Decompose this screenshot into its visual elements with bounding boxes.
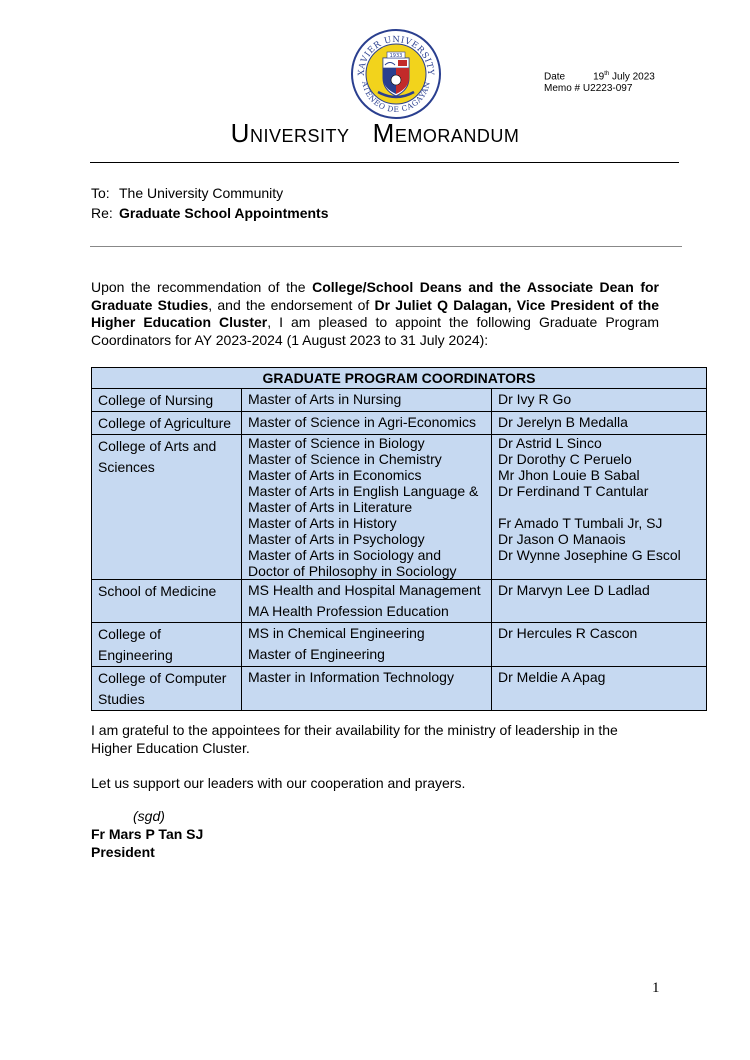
intro-bold-2: Dr Juliet Q Dalagan, Vice President of the Higher Education Cluster (91, 296, 660, 330)
date-day-suffix: th (604, 71, 610, 77)
program-name: Doctor of Philosophy in Sociology (248, 563, 457, 579)
college-cell: College of Computer Studies (92, 667, 242, 711)
program-name: Master of Arts in English Language & (248, 483, 479, 499)
coordinator-name: Dr Dorothy C Peruelo (498, 451, 632, 467)
coordinator-name: Fr Amado T Tumbali Jr, SJ (498, 515, 663, 531)
table-row (92, 435, 707, 580)
program-cell (242, 580, 492, 623)
to-line (91, 185, 283, 201)
program-name: Master in Information Technology (248, 669, 454, 685)
college-cell: College of Nursing (92, 389, 242, 412)
date-month-year: July 2023 (609, 71, 655, 83)
seal-text-bottom: ATENEO DE CAGAYAN (360, 80, 432, 115)
college-cell: College of Agriculture (92, 412, 242, 435)
memo-number-row (544, 83, 655, 95)
page-number: 1 (652, 980, 660, 996)
to-value: The University Community (119, 185, 284, 201)
address-divider (90, 246, 682, 247)
gratitude-paragraph: I am grateful to the appointees for their availability for the ministry of leadership in the Higher Education Cluster. (91, 722, 618, 756)
to-label: To: (91, 185, 110, 201)
date-day: 19 (593, 71, 605, 83)
title-word-2-rest: emorandum (394, 118, 520, 148)
coordinator-name: Dr Astrid L Sinco (498, 435, 602, 451)
coordinator-cell (492, 435, 707, 580)
table-row (92, 623, 707, 667)
re-value: Graduate School Appointments (119, 205, 329, 221)
table-row (92, 412, 707, 435)
program-name: MS in Chemical Engineering (248, 625, 425, 641)
coordinator-name (498, 499, 700, 515)
table-row (92, 389, 707, 412)
program-cell (242, 667, 492, 711)
seal-text-top: XAVIER UNIVERSITY (356, 34, 436, 76)
university-seal-logo (350, 28, 442, 120)
coordinator-name: Mr Jhon Louie B Sabal (498, 467, 640, 483)
college-cell: College of Arts and Sciences (92, 435, 242, 580)
title-word-1-cap: U (230, 118, 250, 148)
table-heading: GRADUATE PROGRAM COORDINATORS (92, 368, 707, 389)
page-title (0, 118, 750, 149)
date-row (544, 68, 655, 83)
program-name: Master of Arts in Nursing (248, 391, 402, 407)
coordinator-cell (492, 389, 707, 412)
intro-text-2: , and the endorsement of (208, 296, 375, 313)
title-word-2-cap: M (372, 118, 395, 148)
coordinator-name: Dr Jason O Manaois (498, 531, 626, 547)
table-row (92, 580, 707, 623)
memo-number-label: Memo # (544, 83, 581, 95)
coordinator-name: Dr Jerelyn B Medalla (498, 414, 628, 430)
program-cell (242, 412, 492, 435)
coordinator-name: Dr Ivy R Go (498, 391, 572, 407)
coordinator-name: Dr Marvyn Lee D Ladlad (498, 582, 650, 598)
program-name: Master of Science in Agri-Economics (248, 414, 476, 430)
title-divider (90, 162, 679, 163)
table-heading-row (92, 368, 707, 389)
coordinator-cell (492, 412, 707, 435)
program-cell (242, 435, 492, 580)
table-row (92, 667, 707, 711)
program-name: Master of Arts in Sociology and (248, 547, 441, 563)
program-name: MS Health and Hospital Management (248, 582, 481, 598)
memo-number-value: U2223-097 (582, 83, 633, 95)
coordinator-cell (492, 623, 707, 667)
intro-text-3: , I am pleased to appoint the following Graduate Program Coordinators for AY 2023-2024 (1 August 2023 to 31 July 2024): (91, 314, 660, 348)
intro-bold-1: College/School Deans and the Associate Dean for Graduate Studies (91, 279, 659, 313)
memo-meta (544, 68, 655, 95)
table-body (92, 389, 707, 711)
re-line (91, 205, 329, 221)
coordinator-name: Dr Ferdinand T Cantular (498, 483, 649, 499)
seal-year: 1933 (389, 52, 403, 59)
program-name: Master of Arts in Literature (248, 499, 413, 515)
support-paragraph: Let us support our leaders with our cooperation and prayers. (91, 775, 466, 791)
coordinator-name: Dr Wynne Josephine G Escol (498, 547, 681, 563)
re-label: Re: (91, 205, 113, 221)
coordinator-cell (492, 667, 707, 711)
program-name: Master of Arts in History (248, 515, 397, 531)
intro-text-1: Upon the recommendation of the (91, 279, 313, 295)
program-cell (242, 389, 492, 412)
signed-note: (sgd) (133, 808, 165, 824)
signer-name: Fr Mars P Tan SJ (91, 826, 204, 842)
coordinator-name: Dr Meldie A Apag (498, 669, 606, 685)
college-cell: School of Medicine (92, 580, 242, 623)
title-word-1-rest: niversity (249, 118, 350, 148)
coordinators-table (91, 367, 707, 711)
program-name: Master of Arts in Economics (248, 467, 422, 483)
program-name: Master of Science in Biology (248, 435, 425, 451)
coordinator-name: Dr Hercules R Cascon (498, 625, 638, 641)
program-name: MA Health Profession Education (248, 603, 449, 619)
intro-paragraph (91, 279, 659, 349)
program-name: Master of Science in Chemistry (248, 451, 442, 467)
program-cell (242, 623, 492, 667)
program-name: Master of Arts in Psychology (248, 531, 425, 547)
program-name: Master of Engineering (248, 646, 385, 662)
date-label: Date (544, 71, 566, 83)
signer-title: President (91, 844, 155, 860)
coordinator-cell (492, 580, 707, 623)
college-cell: College of Engineering (92, 623, 242, 667)
